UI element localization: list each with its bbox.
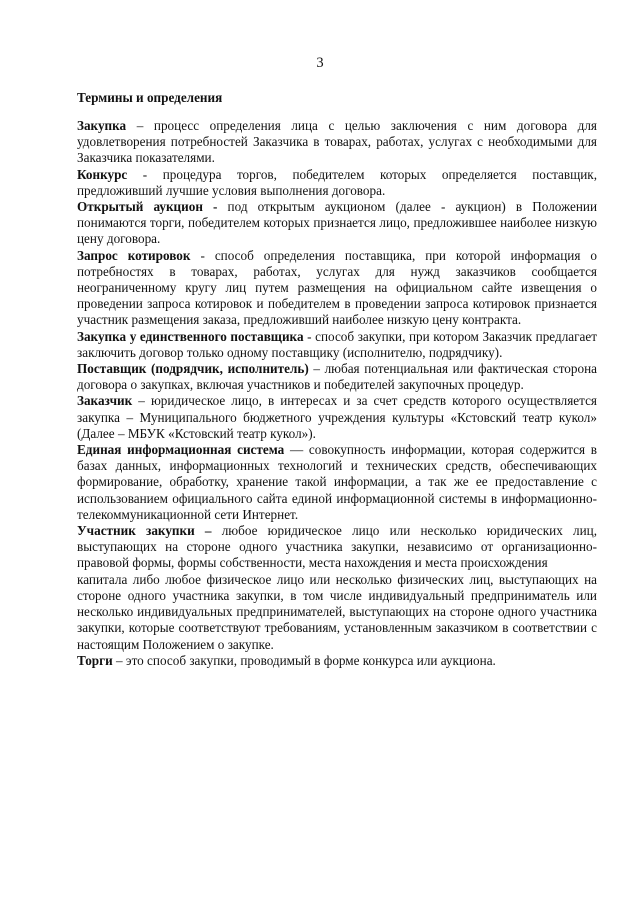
- definition-entry: [77, 248, 597, 329]
- definition-text: - способ определения поставщика, при которой информация о потребностях в товарах, работах, услугах для нужд заказчиков сообщается неограниченному кругу лиц путем размещения на официальном сайте извещения о проведении запроса котировок и победителем в проведении запроса котировок признается участник размещения заказа, предложивший наиболее низкую цену контракта.: [77, 247, 597, 328]
- section-heading: Термины и определения: [77, 90, 223, 105]
- term: Закупка у единственного поставщика: [77, 328, 304, 344]
- definition-entry: [77, 118, 597, 167]
- definition-entry: [77, 329, 597, 361]
- definition-text: - способ закупки, при котором Заказчик предлагает заключить договор только одному поставщику (исполнителю, подрядчику).: [77, 328, 598, 360]
- definition-text: под открытым аукционом (далее - аукцион) в Положении понимаются торги, победителем которых признается лицо, предложившее наиболее низкую цену договора.: [77, 199, 598, 247]
- definition-entry: [77, 167, 597, 199]
- term: Заказчик: [77, 393, 133, 409]
- definition-text: – любая потенциальная или фактическая сторона договора о закупках, включая участников и победителей закупочных процедур.: [77, 361, 597, 393]
- definition-entry: [77, 393, 597, 442]
- term: Запрос котировок: [77, 247, 191, 263]
- term: Торги: [77, 652, 113, 668]
- definition-text: – процесс определения лица с целью заключения с ним договора для удовлетворения потребностей Заказчика в товарах, работах, услугах с необходимыми для Заказчика показателями.: [77, 118, 597, 166]
- definition-text: — совокупность информации, которая содержится в базах данных, информационных технологий и технических средств, обеспечивающих формирование, обработку, хранение такой информации, а так же ее предоставление с использованием официального сайта единой информационной системы в информационно-телекоммуникационной сети Интернет.: [77, 442, 598, 522]
- term: Участник закупки –: [77, 523, 212, 539]
- term: Единая информационная система: [77, 442, 285, 458]
- definition-text: – это способ закупки, проводимый в форме конкурса или аукциона.: [112, 652, 496, 668]
- definition-text: – юридическое лицо, в интересах и за счет средств которого осуществляется закупка – Муниципального бюджетного учреждения культуры «Кстовский театр кукол» (Далее – МБУК «Кстовский театр кукол»).: [77, 393, 597, 441]
- definition-entry: [77, 199, 597, 248]
- definition-text: - процедура торгов, победителем которых определяется поставщик, предложивший лучшие условия выполнения договора.: [77, 166, 597, 198]
- definition-entry: [77, 361, 597, 393]
- term: Конкурс: [77, 166, 128, 182]
- term: Поставщик (подрядчик, исполнитель): [77, 361, 309, 377]
- definition-text: любое юридическое лицо или несколько юридических лиц, выступающих на стороне одного участника закупки, независимо от организационно-правовой формы, формы собственности, места нахождения и места происхождения: [77, 523, 597, 571]
- term: Закупка: [77, 118, 127, 133]
- definition-entry: [77, 442, 597, 523]
- definition-entry: [77, 572, 597, 653]
- definition-text: капитала либо любое физическое лицо или несколько физических лиц, выступающих на стороне одного участника закупки, в том числе индивидуальный предприниматель или несколько индивидуальных предпринимателей, выступающих на стороне одного участника закупки, которые соответствуют требованиям, установленным заказчиком в соответствии с настоящим Положением о закупке.: [77, 571, 597, 652]
- definitions-list: [77, 118, 597, 669]
- term: Открытый аукцион -: [77, 199, 218, 215]
- definition-entry: [77, 523, 597, 572]
- page-number: 3: [316, 55, 324, 71]
- definition-entry: [77, 653, 597, 669]
